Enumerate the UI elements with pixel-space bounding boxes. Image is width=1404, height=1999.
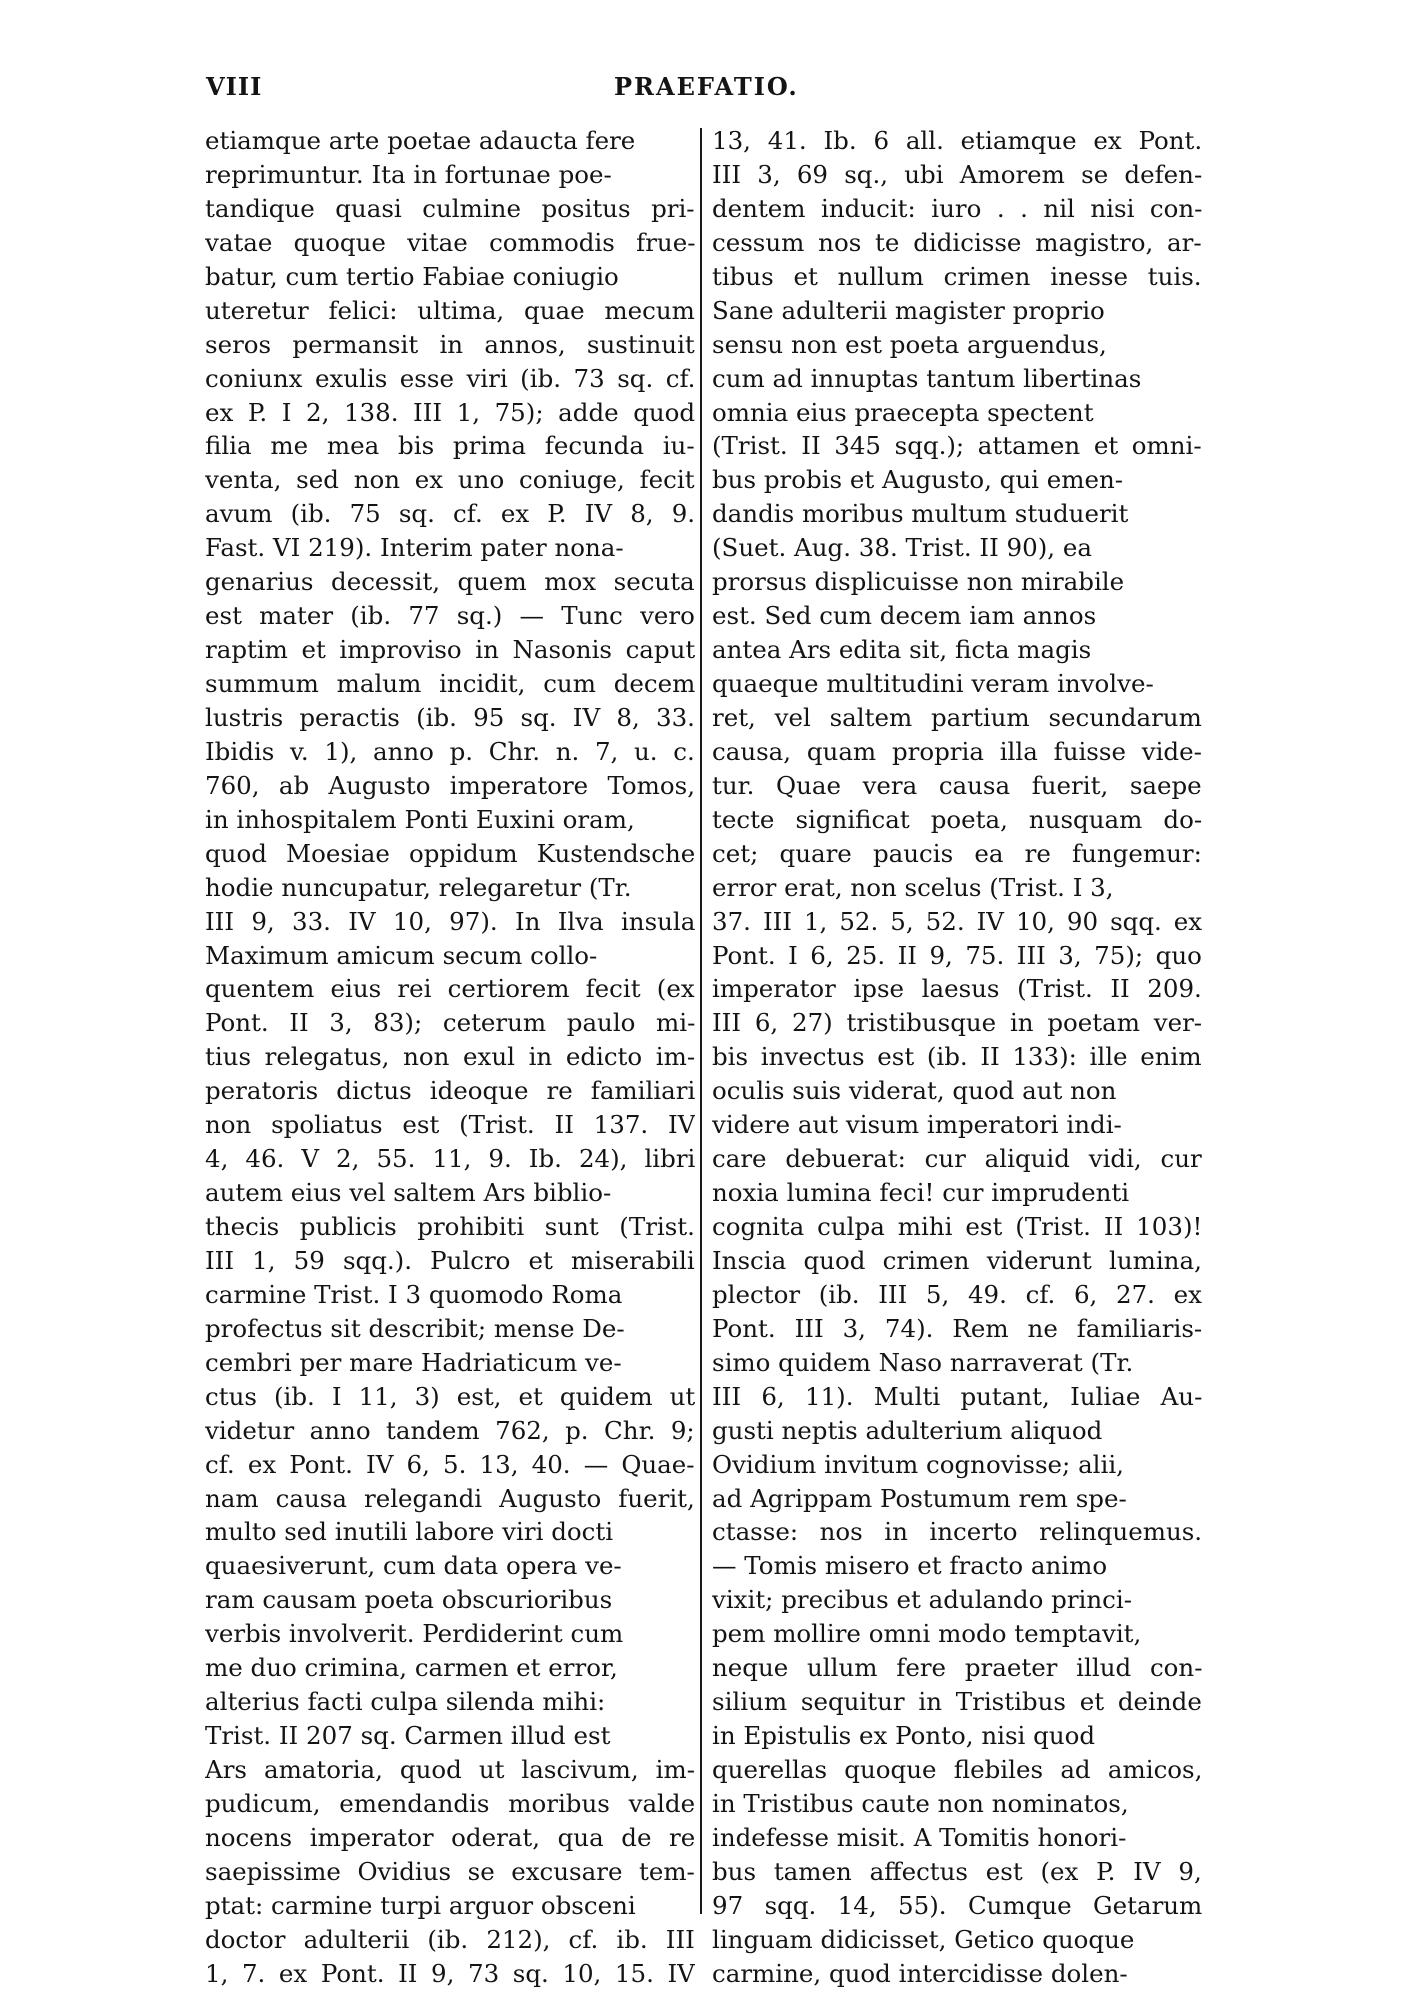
page-header [206, 72, 1206, 112]
text-line: dandis moribus multum studuerit [712, 499, 1129, 529]
text-line: cum ad innuptas tantum libertinas [712, 363, 1142, 393]
text-line: cognita culpa mihi est (Trist. II 103)! [712, 1212, 1202, 1241]
text-line: pudicum, emendandis moribus valde [205, 1788, 695, 1818]
text-line: III 6, 27) tristibusque in poetam ver- [712, 1008, 1202, 1038]
left-column [205, 124, 695, 1991]
text-line: silium sequitur in Tristibus et deinde [712, 1687, 1202, 1717]
text-line: videre aut visum imperatori indi- [712, 1110, 1122, 1140]
text-line: cessum nos te didicisse magistro, ar- [712, 227, 1202, 257]
text-line: carmine Trist. I 3 quomodo Roma [205, 1279, 623, 1309]
text-line: Inscia quod crimen viderunt lumina, [712, 1245, 1202, 1275]
text-line: in inhospitalem Ponti Euxini oram, [205, 804, 635, 834]
text-line: plector (ib. III 5, 49. cf. 6, 27. ex [712, 1279, 1202, 1309]
text-line: Pont. II 3, 83); ceterum paulo mi- [205, 1008, 695, 1038]
text-line: cembri per mare Hadriaticum ve- [205, 1347, 622, 1377]
text-line: III 9, 33. IV 10, 97). In Ilva insula [205, 906, 695, 936]
text-line: dentem inducit: iuro . . nil nisi con- [712, 193, 1202, 223]
text-line: tibus et nullum crimen inesse tuis. [712, 261, 1202, 291]
text-line: antea Ars edita sit, ficta magis [712, 635, 1092, 665]
text-line: gusti neptis adulterium aliquod [712, 1415, 1103, 1445]
text-line: vatae quoque vitae commodis frue- [205, 227, 695, 257]
text-line: multo sed inutili labore viri docti [205, 1517, 614, 1547]
text-line: videtur anno tandem 762, p. Chr. 9; [205, 1415, 695, 1445]
text-line: ad Agrippam Postumum rem spe- [712, 1483, 1127, 1513]
text-line: non spoliatus est (Trist. II 137. IV [205, 1110, 695, 1140]
text-line: linguam didicisset, Getico quoque [712, 1924, 1135, 1954]
text-line: Maximum amicum secum collo- [205, 940, 598, 970]
text-line: carmine, quod intercidisse dolen- [712, 1958, 1128, 1988]
running-title: PRAEFATIO. [614, 72, 799, 101]
text-line: est. Sed cum decem iam annos [712, 601, 1097, 631]
text-line: 37. III 1, 52. 5, 52. IV 10, 90 sqq. ex [712, 906, 1202, 936]
text-line: cf. ex Pont. IV 6, 5. 13, 40. — Quae- [205, 1449, 695, 1479]
text-line: peratoris dictus ideoque re familiari [205, 1076, 695, 1106]
text-line: indefesse misit. A Tomitis honori- [712, 1822, 1127, 1852]
text-line: nocens imperator oderat, qua de re [205, 1822, 695, 1852]
text-line: Ibidis v. 1), anno p. Chr. n. 7, u. c. [205, 736, 695, 766]
text-line: alterius facti culpa silenda mihi: [205, 1687, 606, 1717]
text-line: 760, ab Augusto imperatore Tomos, [205, 770, 695, 800]
text-line: sensu non est poeta arguendus, [712, 329, 1107, 359]
text-line: tur. Quae vera causa fuerit, saepe [712, 770, 1202, 800]
text-line: quentem eius rei certiorem fecit (ex [205, 974, 695, 1004]
text-line: profectus sit describit; mense De- [205, 1313, 625, 1343]
text-line: — Tomis misero et fracto animo [712, 1551, 1108, 1581]
text-line: error erat, non scelus (Trist. I 3, [712, 872, 1114, 902]
text-line: tecte significat poeta, nusquam do- [712, 804, 1202, 834]
text-line: Pont. I 6, 25. II 9, 75. III 3, 75); quo [712, 940, 1202, 970]
text-line: ret, vel saltem partium secundarum [712, 702, 1202, 732]
text-line: Ars amatoria, quod ut lascivum, im- [205, 1755, 695, 1784]
text-line: coniunx exulis esse viri (ib. 73 sq. cf. [205, 363, 695, 393]
text-line: III 3, 69 sq., ubi Amorem se defen- [712, 159, 1202, 189]
text-line: Ovidium invitum cognovisse; alii, [712, 1449, 1124, 1479]
text-line: nam causa relegandi Augusto fuerit, [205, 1483, 695, 1513]
text-line: avum (ib. 75 sq. cf. ex P. IV 8, 9. [205, 499, 695, 529]
text-line: bus tamen affectus est (ex P. IV 9, [712, 1856, 1202, 1886]
text-line: tius relegatus, non exul in edicto im- [205, 1042, 695, 1072]
text-line: oculis suis viderat, quod aut non [712, 1076, 1117, 1106]
text-line: verbis involverit. Perdiderint cum [205, 1619, 624, 1649]
text-line: III 1, 59 sqq.). Pulcro et miserabili [205, 1245, 695, 1275]
text-line: venta, sed non ex uno coniuge, fecit [205, 465, 695, 495]
text-line: III 6, 11). Multi putant, Iuliae Au- [712, 1381, 1202, 1411]
text-line: etiamque arte poetae adaucta fere [205, 126, 636, 155]
text-line: quaeque multitudini veram involve- [712, 669, 1154, 698]
text-line: filia me mea bis prima fecunda iu- [205, 431, 695, 461]
text-line: lustris peractis (ib. 95 sq. IV 8, 33. [205, 702, 695, 732]
text-line: in Epistulis ex Ponto, nisi quod [712, 1721, 1096, 1751]
text-line: thecis publicis prohibiti sunt (Trist. [205, 1212, 695, 1241]
text-line: est mater (ib. 77 sq.) — Tunc vero [205, 601, 695, 631]
text-line: Fast. VI 219). Interim pater nona- [205, 533, 624, 563]
text-line: pem mollire omni modo temptavit, [712, 1619, 1142, 1649]
text-line: in Tristibus caute non nominatos, [712, 1788, 1129, 1818]
page-number: VIII [206, 72, 263, 101]
text-line: ctasse: nos in incerto relinquemus. [712, 1517, 1202, 1547]
text-line: noxia lumina feci! cur imprudenti [712, 1178, 1130, 1208]
text-line: saepissime Ovidius se excusare tem- [205, 1856, 695, 1886]
text-line: bis invectus est (ib. II 133): ille enim [712, 1042, 1202, 1072]
text-line: 13, 41. Ib. 6 all. etiamque ex Pont. [712, 126, 1202, 155]
text-line: 1, 7. ex Pont. II 9, 73 sq. 10, 15. IV [205, 1958, 695, 1988]
text-line: Pont. III 3, 74). Rem ne familiaris- [712, 1313, 1202, 1343]
text-line: me duo crimina, carmen et error, [205, 1653, 618, 1683]
text-line: Sane adulterii magister proprio [712, 295, 1105, 325]
right-column [712, 124, 1202, 1991]
text-line: raptim et improviso in Nasonis caput [205, 635, 695, 665]
text-line: Trist. II 207 sq. Carmen illud est [205, 1721, 611, 1751]
text-line: quaesiverunt, cum data opera ve- [205, 1551, 622, 1581]
text-line: (Trist. II 345 sqq.); attamen et omni- [712, 431, 1202, 461]
text-line: uteretur felici: ultima, quae mecum [205, 295, 695, 325]
text-line: hodie nuncupatur, relegaretur (Tr. [205, 872, 632, 902]
text-line: genarius decessit, quem mox secuta [205, 567, 695, 597]
text-line: tandique quasi culmine positus pri- [205, 193, 695, 223]
text-line: doctor adulterii (ib. 212), cf. ib. III [205, 1924, 695, 1954]
text-line: summum malum incidit, cum decem [205, 669, 695, 698]
text-line: omnia eius praecepta spectent [712, 397, 1094, 427]
column-divider [700, 128, 702, 1914]
text-line: ctus (ib. I 11, 3) est, et quidem ut [205, 1381, 695, 1411]
text-line: autem eius vel saltem Ars biblio- [205, 1178, 612, 1208]
text-line: neque ullum fere praeter illud con- [712, 1653, 1202, 1683]
text-line: ptat: carmine turpi arguor obsceni [205, 1890, 636, 1920]
text-line: simo quidem Naso narraverat (Tr. [712, 1347, 1134, 1377]
text-line: quod Moesiae oppidum Kustendsche [205, 838, 695, 868]
text-line: (Suet. Aug. 38. Trist. II 90), ea [712, 533, 1092, 563]
text-line: 97 sqq. 14, 55). Cumque Getarum [712, 1890, 1202, 1920]
text-line: ram causam poeta obscurioribus [205, 1585, 613, 1615]
text-line: care debuerat: cur aliquid vidi, cur [712, 1144, 1202, 1174]
text-line: vixit; precibus et adulando princi- [712, 1585, 1132, 1615]
text-line: prorsus displicuisse non mirabile [712, 567, 1125, 597]
text-line: reprimuntur. Ita in fortunae poe- [205, 159, 612, 189]
text-line: imperator ipse laesus (Trist. II 209. [712, 974, 1202, 1004]
text-line: seros permansit in annos, sustinuit [205, 329, 695, 359]
text-line: cet; quare paucis ea re fungemur: [712, 838, 1202, 868]
text-line: querellas quoque flebiles ad amicos, [712, 1755, 1202, 1784]
text-line: causa, quam propria illa fuisse vide- [712, 736, 1202, 766]
text-line: bus probis et Augusto, qui emen- [712, 465, 1124, 495]
text-line: ex P. I 2, 138. III 1, 75); adde quod [205, 397, 695, 427]
text-line: 4, 46. V 2, 55. 11, 9. Ib. 24), libri [205, 1144, 695, 1174]
text-line: batur, cum tertio Fabiae coniugio [205, 261, 619, 291]
